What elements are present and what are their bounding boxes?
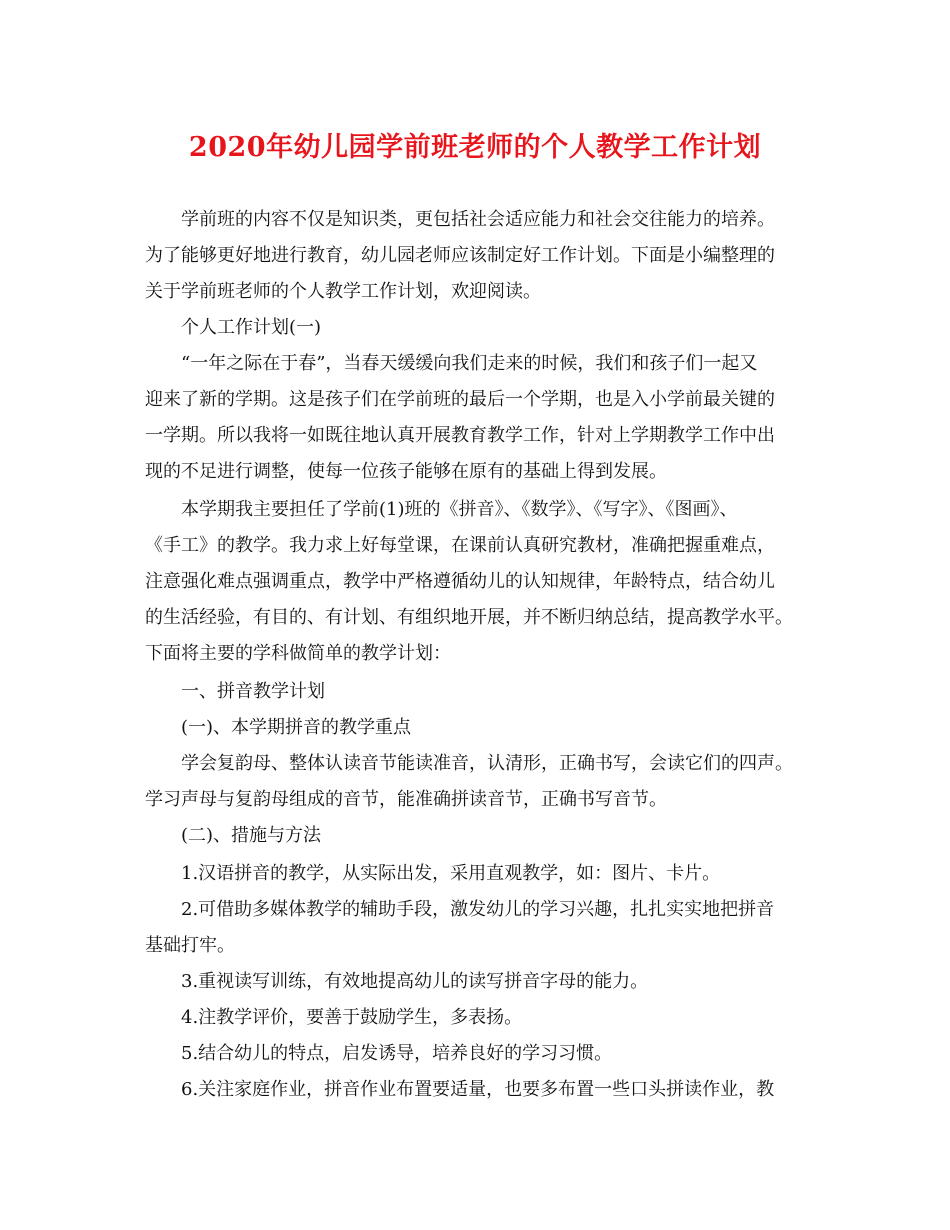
subsection-heading: (一)、本学期拼音的教学重点	[181, 717, 412, 738]
paragraph-line: 本学期我主要担任了学前(1)班的《拼音》、《数学》、《写字》、《图画》、	[181, 499, 738, 520]
list-item: 4.注教学评价，要善于鼓励学生，多表扬。	[181, 1007, 523, 1028]
paragraph-line: 下面将主要的学科做简单的教学计划：	[145, 643, 451, 664]
list-item: 5.结合幼儿的特点，启发诱导，培养良好的学习习惯。	[181, 1043, 613, 1064]
paragraph-line: 学前班的内容不仅是知识类，更包括社会适应能力和社会交往能力的培养。	[181, 209, 775, 230]
paragraph-line: “一年之际在于春”，当春天缓缓向我们走来的时候，我们和孩子们一起又	[181, 353, 758, 374]
subsection-heading: (二)、措施与方法	[181, 825, 322, 846]
paragraph-line: 注意强化难点强调重点，教学中严格遵循幼儿的认知规律，年龄特点，结合幼儿	[145, 571, 775, 592]
section-heading: 一、拼音教学计划	[181, 681, 325, 702]
paragraph-line: 为了能够更好地进行教育，幼儿园老师应该制定好工作计划。下面是小编整理的	[145, 245, 775, 266]
paragraph-line: 《手工》的教学。我力求上好每堂课，在课前认真研究教材，准确把握重难点，	[145, 535, 775, 556]
paragraph-line: 迎来了新的学期。这是孩子们在学前班的最后一个学期，也是入小学前最关键的	[145, 389, 775, 410]
document-title: 2020年幼儿园学前班老师的个人教学工作计划	[188, 132, 762, 163]
list-item-continuation: 基础打牢。	[145, 935, 235, 956]
list-item: 1.汉语拼音的教学，从实际出发，采用直观教学，如：图片、卡片。	[181, 863, 721, 884]
section-heading: 个人工作计划(一)	[181, 317, 322, 338]
list-item: 3.重视读写训练，有效地提高幼儿的读写拼音字母的能力。	[181, 971, 649, 992]
list-item: 6.关注家庭作业，拼音作业布置要适量，也要多布置一些口头拼读作业，教	[181, 1079, 775, 1100]
paragraph-line: 学会复韵母、整体认读音节能读准音，认清形，正确书写，会读它们的四声。	[181, 753, 793, 774]
paragraph-line: 的生活经验，有目的、有计划、有组织地开展，并不断归纳总结，提高教学水平。	[145, 607, 793, 628]
paragraph-line: 关于学前班老师的个人教学工作计划，欢迎阅读。	[145, 281, 541, 302]
paragraph-line: 现的不足进行调整，使每一位孩子能够在原有的基础上得到发展。	[145, 461, 667, 482]
list-item: 2.可借助多媒体教学的辅助手段，激发幼儿的学习兴趣，扎扎实实地把拼音	[181, 899, 775, 920]
paragraph-line: 学习声母与复韵母组成的音节，能准确拼读音节，正确书写音节。	[145, 789, 667, 810]
paragraph-line: 一学期。所以我将一如既往地认真开展教育教学工作，针对上学期教学工作中出	[145, 425, 775, 446]
